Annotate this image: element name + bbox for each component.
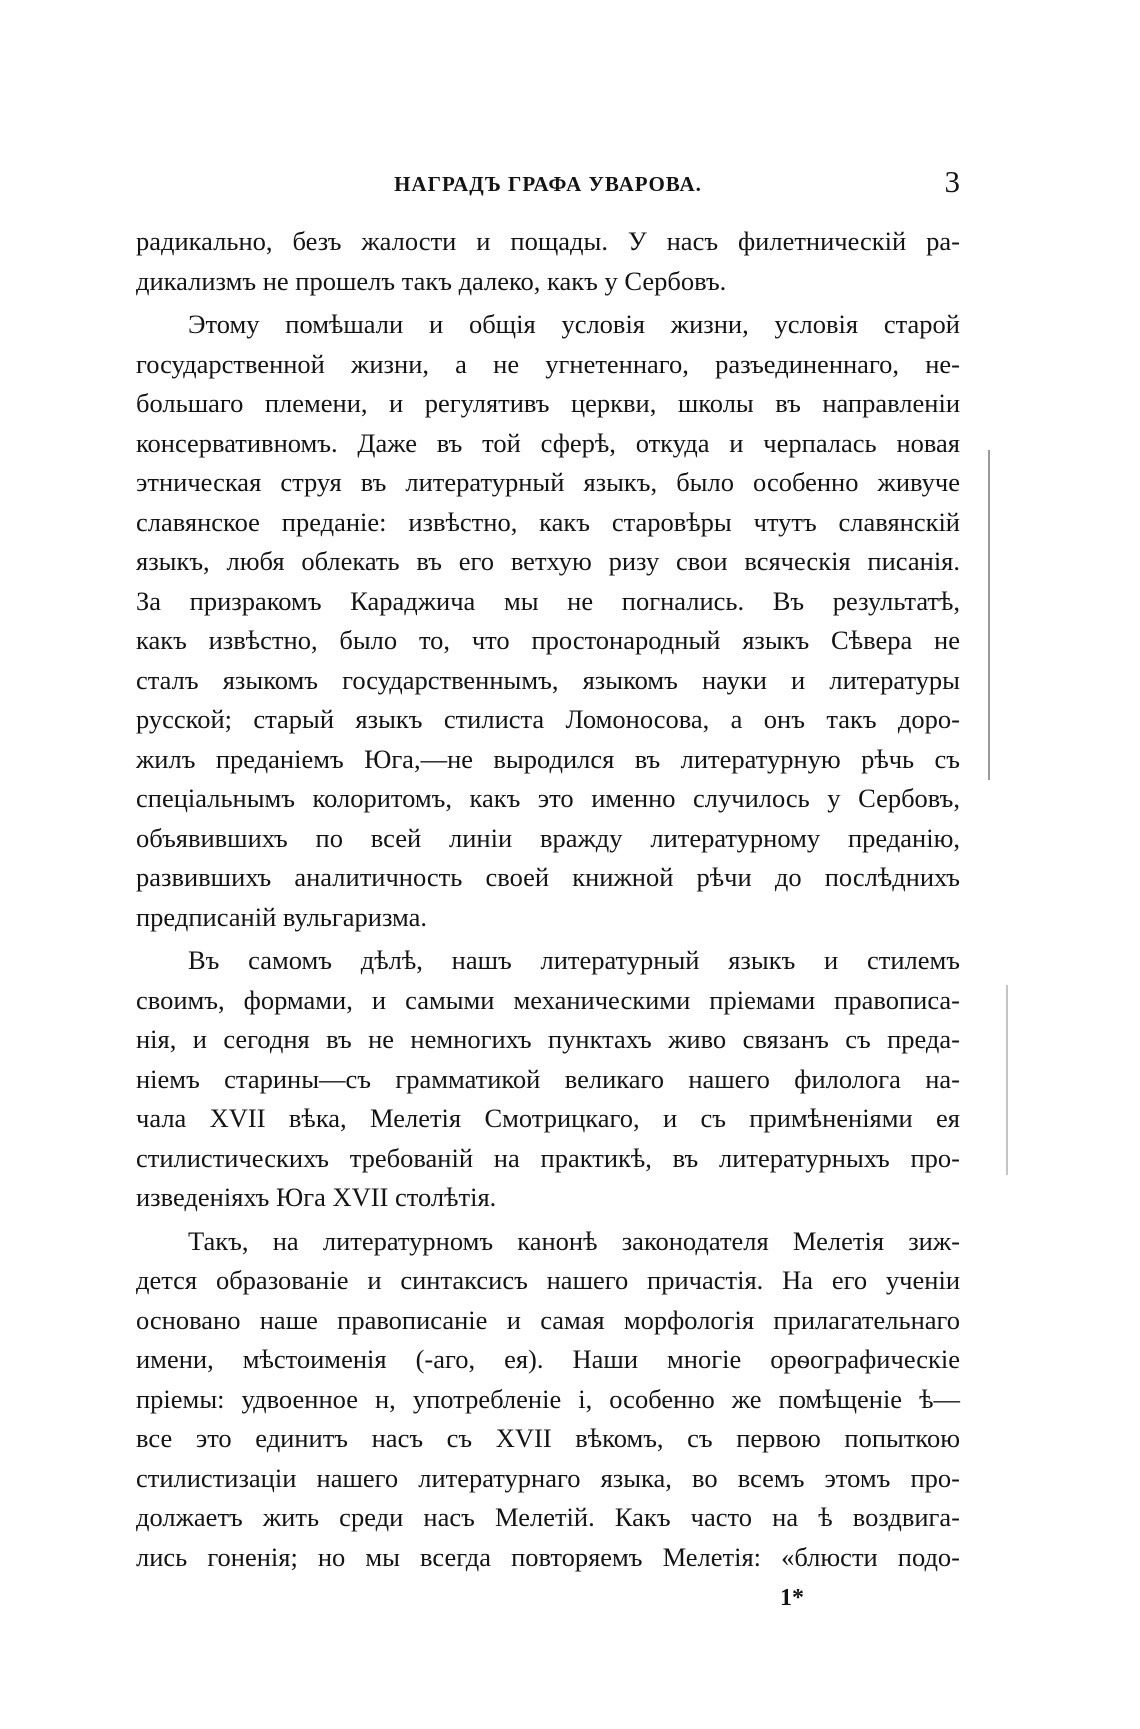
text-line: основано наше правописаніе и самая морфологія прилагательнаго bbox=[136, 1304, 960, 1335]
text-line: изведеніяхъ Юга XVII столѣтія. bbox=[136, 1182, 497, 1212]
text-line: государственной жизни, а не угнетеннаго, разъединеннаго, не- bbox=[136, 348, 960, 379]
paragraph bbox=[136, 1222, 960, 1578]
text-line: жилъ преданіемъ Юга,—не выродился въ литературную рѣчь съ bbox=[136, 743, 960, 774]
paragraph bbox=[136, 222, 960, 301]
text-line: чала XVII вѣка, Мелетія Смотрицкаго, и съ примѣненіями ея bbox=[136, 1103, 960, 1133]
text-line: За призракомъ Караджича мы не погнались. Въ результатѣ, bbox=[136, 585, 960, 616]
text-line: ніемъ старины—съ грамматикой великаго нашего филолога на- bbox=[136, 1063, 960, 1094]
text-line: сталъ языкомъ государственнымъ, языкомъ науки и литературы bbox=[136, 664, 960, 695]
text-line: объявившихъ по всей линіи вражду литературному преданію, bbox=[136, 822, 960, 853]
text-line: радикально, безъ жалости и пощады. У насъ филетническій ра- bbox=[136, 226, 960, 256]
text-line: большаго племени, и регулятивъ церкви, школы въ направленіи bbox=[136, 388, 960, 418]
scan-artifact bbox=[988, 450, 990, 780]
paragraph bbox=[136, 941, 960, 1218]
text-line: Этому помѣшали и общія условія жизни, условія старой bbox=[188, 309, 960, 339]
page-number: 3 bbox=[944, 164, 960, 199]
paragraph bbox=[136, 305, 960, 937]
text-line: какъ извѣстно, было то, что простонародный языкъ Сѣвера не bbox=[136, 625, 960, 655]
text-line: своимъ, формами, и самыми механическими пріемами правописа- bbox=[136, 984, 960, 1015]
text-line: Въ самомъ дѣлѣ, нашъ литературный языкъ и стилемъ bbox=[188, 945, 960, 975]
text-line: славянское преданіе: извѣстно, какъ старовѣры чтутъ славянскій bbox=[136, 506, 960, 537]
signature-mark: 1* bbox=[780, 1585, 804, 1611]
text-line: этническая струя въ литературный языкъ, было особенно живуче bbox=[136, 467, 960, 497]
running-head bbox=[136, 164, 960, 204]
text-line: предписаній вульгаризма. bbox=[136, 901, 428, 932]
text-line: языкъ, любя облекать въ его ветхую ризу свои всяческія писанія. bbox=[136, 546, 960, 576]
text-line: консервативномъ. Даже въ той сферѣ, откуда и черпалась новая bbox=[136, 427, 960, 458]
text-line: развившихъ аналитичность своей книжной рѣчи до послѣднихъ bbox=[136, 862, 960, 892]
text-line: дется образованіе и синтаксисъ нашего причастія. На его ученіи bbox=[136, 1265, 960, 1295]
text-line: лись гоненія; но мы всегда повторяемъ Мелетія: «блюсти подо- bbox=[136, 1541, 960, 1572]
text-line: Такъ, на литературномъ канонѣ законодателя Мелетія зиж- bbox=[188, 1225, 960, 1256]
text-line: русской; старый языкъ стилиста Ломоносова, а онъ такъ доро- bbox=[136, 704, 960, 734]
text-body bbox=[136, 222, 960, 1577]
text-line: все это единитъ насъ съ XVII вѣкомъ, съ первою попыткою bbox=[136, 1423, 960, 1453]
text-line: должаетъ жить среди насъ Мелетій. Какъ часто на ѣ воздвига- bbox=[136, 1502, 960, 1532]
scan-artifact bbox=[1006, 985, 1008, 1175]
text-line: спеціальнымъ колоритомъ, какъ это именно случилось у Сербовъ, bbox=[136, 783, 960, 813]
text-line: стилистическихъ требованій на практикѣ, въ литературныхъ про- bbox=[136, 1142, 960, 1173]
text-line: нія, и сегодня въ не немногихъ пунктахъ живо связанъ съ преда- bbox=[136, 1024, 960, 1054]
text-line: имени, мѣстоименія (-аго, ея). Наши многіе орѳографическіе bbox=[136, 1344, 960, 1374]
text-line: дикализмъ не прошелъ такъ далеко, какъ у Сербовъ. bbox=[136, 265, 727, 296]
text-line: стилистизаціи нашего литературнаго языка, во всемъ этомъ про- bbox=[136, 1462, 960, 1493]
running-title: НАГРАДЪ ГРАФА УВАРОВА. bbox=[394, 172, 702, 196]
text-line: пріемы: удвоенное н, употребленіе і, особенно же помѣщеніе ѣ— bbox=[136, 1383, 960, 1414]
